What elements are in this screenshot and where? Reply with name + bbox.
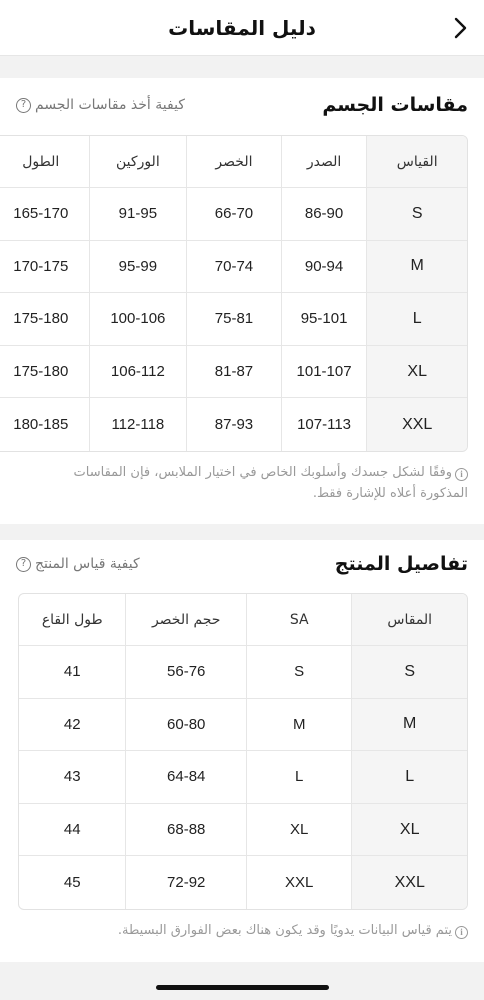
info-icon: i [455, 468, 468, 481]
column-header: حجم الخصر [126, 594, 246, 646]
table-header-row [19, 594, 467, 646]
chevron-right-icon[interactable] [448, 16, 472, 40]
waist-cell: 75-81 [187, 293, 282, 346]
size-cell: S [352, 646, 467, 699]
sa-cell: L [247, 751, 353, 804]
chest-cell: 107-113 [282, 398, 368, 451]
note-line-2: المذكورة أعلاه للإشارة فقط. [312, 486, 468, 501]
waist-size-cell: 56-76 [126, 646, 246, 699]
height-cell: 175-180 [0, 346, 90, 399]
body-measurements-title: مقاسات الجسم [322, 94, 468, 116]
table-row [0, 293, 467, 346]
waist-cell: 81-87 [187, 346, 282, 399]
home-indicator [156, 985, 329, 990]
column-header: الوركين [90, 136, 188, 188]
hips-cell: 100-106 [90, 293, 188, 346]
sa-cell: XL [247, 804, 353, 857]
column-header: طول القاع [19, 594, 126, 646]
height-cell: 180-185 [0, 398, 90, 451]
body-measurements-note [16, 462, 468, 504]
table-row [0, 398, 467, 451]
table-row [19, 699, 467, 752]
waist-size-cell: 60-80 [126, 699, 246, 752]
page-title: دليل المقاسات [168, 16, 316, 40]
size-cell: XXL [367, 398, 467, 451]
hips-cell: 91-95 [90, 188, 188, 241]
waist-cell: 66-70 [187, 188, 282, 241]
table-row [0, 188, 467, 241]
hips-cell: 106-112 [90, 346, 188, 399]
note-text: يتم قياس البيانات يدويًا وقد يكون هناك بعض الفوارق البسيطة. [117, 923, 452, 938]
how-to-measure-body-link[interactable] [16, 97, 185, 113]
how-to-measure-product-label: كيفية قياس المنتج [35, 556, 140, 572]
size-cell: XL [367, 346, 467, 399]
sa-cell: XXL [247, 856, 353, 909]
how-to-measure-product-link[interactable] [16, 556, 140, 572]
how-to-measure-body-label: كيفية أخذ مقاسات الجسم [35, 97, 185, 113]
body-size-table [0, 135, 468, 452]
size-cell: M [352, 699, 467, 752]
waist-cell: 70-74 [187, 241, 282, 294]
chest-cell: 95-101 [282, 293, 368, 346]
height-cell: 170-175 [0, 241, 90, 294]
column-header: المقاس [352, 594, 467, 646]
column-header: الطول [0, 136, 90, 188]
column-header: SA [247, 594, 353, 646]
question-icon: ? [16, 557, 31, 572]
product-details-note [16, 920, 468, 941]
table-row [19, 751, 467, 804]
question-icon: ? [16, 98, 31, 113]
product-details-section [0, 540, 484, 962]
bottom-length-cell: 43 [19, 751, 126, 804]
sa-cell: M [247, 699, 353, 752]
size-cell: L [367, 293, 467, 346]
product-details-title: تفاصيل المنتج [334, 553, 468, 575]
bottom-length-cell: 44 [19, 804, 126, 857]
waist-size-cell: 64-84 [126, 751, 246, 804]
product-size-table [18, 593, 468, 910]
height-cell: 175-180 [0, 293, 90, 346]
size-cell: L [352, 751, 467, 804]
bottom-length-cell: 42 [19, 699, 126, 752]
chest-cell: 101-107 [282, 346, 368, 399]
size-cell: XXL [352, 856, 467, 909]
bottom-length-cell: 45 [19, 856, 126, 909]
note-line-1: وفقًا لشكل جسدك وأسلوبك الخاص في اختيار الملابس، فإن المقاسات [73, 465, 452, 480]
waist-cell: 87-93 [187, 398, 282, 451]
top-bar [0, 0, 484, 56]
column-header: الصدر [282, 136, 368, 188]
sa-cell: S [247, 646, 353, 699]
bottom-length-cell: 41 [19, 646, 126, 699]
table-row [0, 346, 467, 399]
chest-cell: 90-94 [282, 241, 368, 294]
chest-cell: 86-90 [282, 188, 368, 241]
table-row [0, 241, 467, 294]
hips-cell: 112-118 [90, 398, 188, 451]
column-header: القياس [367, 136, 467, 188]
info-icon: i [455, 926, 468, 939]
table-row [19, 856, 467, 909]
waist-size-cell: 72-92 [126, 856, 246, 909]
table-row [19, 804, 467, 857]
size-cell: S [367, 188, 467, 241]
height-cell: 165-170 [0, 188, 90, 241]
hips-cell: 95-99 [90, 241, 188, 294]
size-cell: XL [352, 804, 467, 857]
table-header-row [0, 136, 467, 188]
table-row [19, 646, 467, 699]
size-cell: M [367, 241, 467, 294]
column-header: الخصر [187, 136, 282, 188]
waist-size-cell: 68-88 [126, 804, 246, 857]
body-measurements-section [0, 78, 484, 524]
